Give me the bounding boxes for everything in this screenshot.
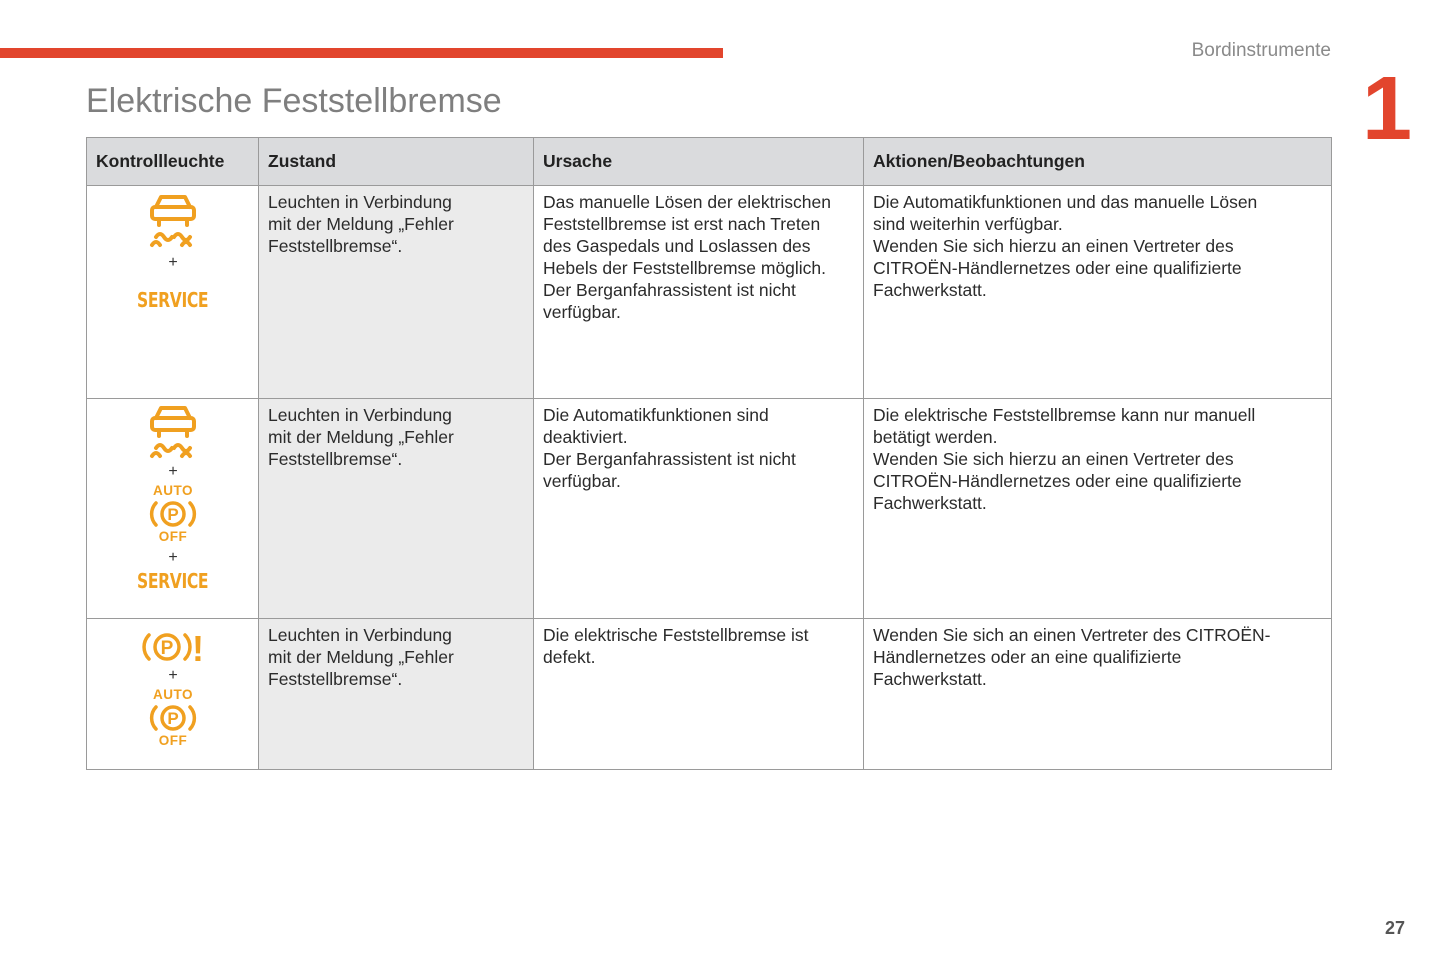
table-header-row xyxy=(87,138,1332,186)
off-label: OFF xyxy=(158,529,188,544)
zustand-line: mit der Meldung „Fehler xyxy=(268,647,454,667)
zustand-line: mit der Meldung „Fehler xyxy=(268,214,454,234)
ursache-line: Die elektrische Feststellbremse ist xyxy=(543,625,809,645)
parking-brake-fault-icon xyxy=(140,628,206,666)
ursache-line: deaktiviert. xyxy=(543,427,628,447)
page-number: 27 xyxy=(1384,918,1405,938)
ursache-line: Feststellbremse ist erst nach Treten xyxy=(543,214,821,234)
warning-light-cell xyxy=(87,399,259,619)
auto-off-parking-icon xyxy=(149,702,197,734)
service-text: SERVICE xyxy=(137,288,209,312)
aktionen-line: CITROËN-Händlernetzes oder eine qualifizierte xyxy=(873,258,1242,278)
plus-sign: + xyxy=(168,254,178,271)
skid-car-icon xyxy=(146,193,200,249)
aktionen-line: Die Automatikfunktionen und das manuelle Lösen xyxy=(873,192,1258,212)
warning-lights-table xyxy=(86,137,1332,770)
zustand-line: Leuchten in Verbindung xyxy=(268,192,452,212)
ursache-line: des Gaspedals und Loslassen des xyxy=(543,236,811,256)
ursache-line: defekt. xyxy=(543,647,596,667)
aktionen-cell xyxy=(864,399,1332,619)
off-label: OFF xyxy=(158,733,188,748)
aktionen-line: Wenden Sie sich hierzu an einen Vertreter des xyxy=(873,449,1234,469)
aktionen-line: Fachwerkstatt. xyxy=(873,669,987,689)
auto-off-parking-icon xyxy=(149,498,197,530)
aktionen-cell xyxy=(864,619,1332,770)
top-accent-bar xyxy=(0,48,723,58)
zustand-cell xyxy=(259,619,534,770)
ursache-cell xyxy=(534,619,864,770)
ursache-line: verfügbar. xyxy=(543,471,621,491)
p-letter: P xyxy=(167,505,179,524)
ursache-line: verfügbar. xyxy=(543,302,621,322)
zustand-line: Feststellbremse“. xyxy=(268,449,403,469)
zustand-line: Feststellbremse“. xyxy=(268,236,403,256)
aktionen-line: Fachwerkstatt. xyxy=(873,280,987,300)
zustand-line: Feststellbremse“. xyxy=(268,669,403,689)
plus-sign: + xyxy=(168,463,178,480)
aktionen-line: Wenden Sie sich hierzu an einen Vertreter des xyxy=(873,236,1234,256)
service-text: SERVICE xyxy=(137,569,209,593)
skid-car-icon xyxy=(146,404,200,460)
zustand-line: Leuchten in Verbindung xyxy=(268,405,452,425)
plus-sign: + xyxy=(168,667,178,684)
chapter-number: 1 xyxy=(1362,59,1413,159)
header-aktionen: Aktionen/Beobachtungen xyxy=(864,138,1332,186)
aktionen-line: Wenden Sie sich an einen Vertreter des CITROËN- xyxy=(873,625,1271,645)
ursache-line: Das manuelle Lösen der elektrischen xyxy=(543,192,831,212)
zustand-cell xyxy=(259,186,534,399)
aktionen-line: sind weiterhin verfügbar. xyxy=(873,214,1063,234)
aktionen-line: CITROËN-Händlernetzes oder eine qualifizierte xyxy=(873,471,1242,491)
page-title: Elektrische Feststellbremse xyxy=(86,82,502,120)
ursache-line: Hebels der Feststellbremse möglich. xyxy=(543,258,827,278)
warning-light-cell xyxy=(87,186,259,399)
section-name: Bordinstrumente xyxy=(1191,40,1331,61)
aktionen-line: Die elektrische Feststellbremse kann nur manuell xyxy=(873,405,1256,425)
table-row xyxy=(87,399,1332,619)
zustand-line: Leuchten in Verbindung xyxy=(268,625,452,645)
warning-light-cell xyxy=(87,619,259,770)
zustand-cell xyxy=(259,399,534,619)
header-kontrollleuchte: Kontrollleuchte xyxy=(87,138,259,186)
plus-sign: + xyxy=(168,549,178,566)
table-row xyxy=(87,186,1332,399)
header-ursache: Ursache xyxy=(534,138,864,186)
aktionen-line: Fachwerkstatt. xyxy=(873,493,987,513)
header-zustand: Zustand xyxy=(259,138,534,186)
p-letter: P xyxy=(167,709,179,728)
aktionen-line: Händlernetzes oder an eine qualifizierte xyxy=(873,647,1182,667)
p-letter: P xyxy=(160,638,174,659)
auto-label: AUTO xyxy=(152,483,193,498)
table-row xyxy=(87,619,1332,770)
zustand-line: mit der Meldung „Fehler xyxy=(268,427,454,447)
auto-label: AUTO xyxy=(152,687,193,702)
ursache-cell xyxy=(534,399,864,619)
aktionen-line: betätigt werden. xyxy=(873,427,998,447)
aktionen-cell xyxy=(864,186,1332,399)
ursache-line: Der Berganfahrassistent ist nicht xyxy=(543,280,796,300)
ursache-line: Die Automatikfunktionen sind xyxy=(543,405,769,425)
exclamation-mark: ! xyxy=(192,628,204,666)
ursache-line: Der Berganfahrassistent ist nicht xyxy=(543,449,796,469)
ursache-cell xyxy=(534,186,864,399)
